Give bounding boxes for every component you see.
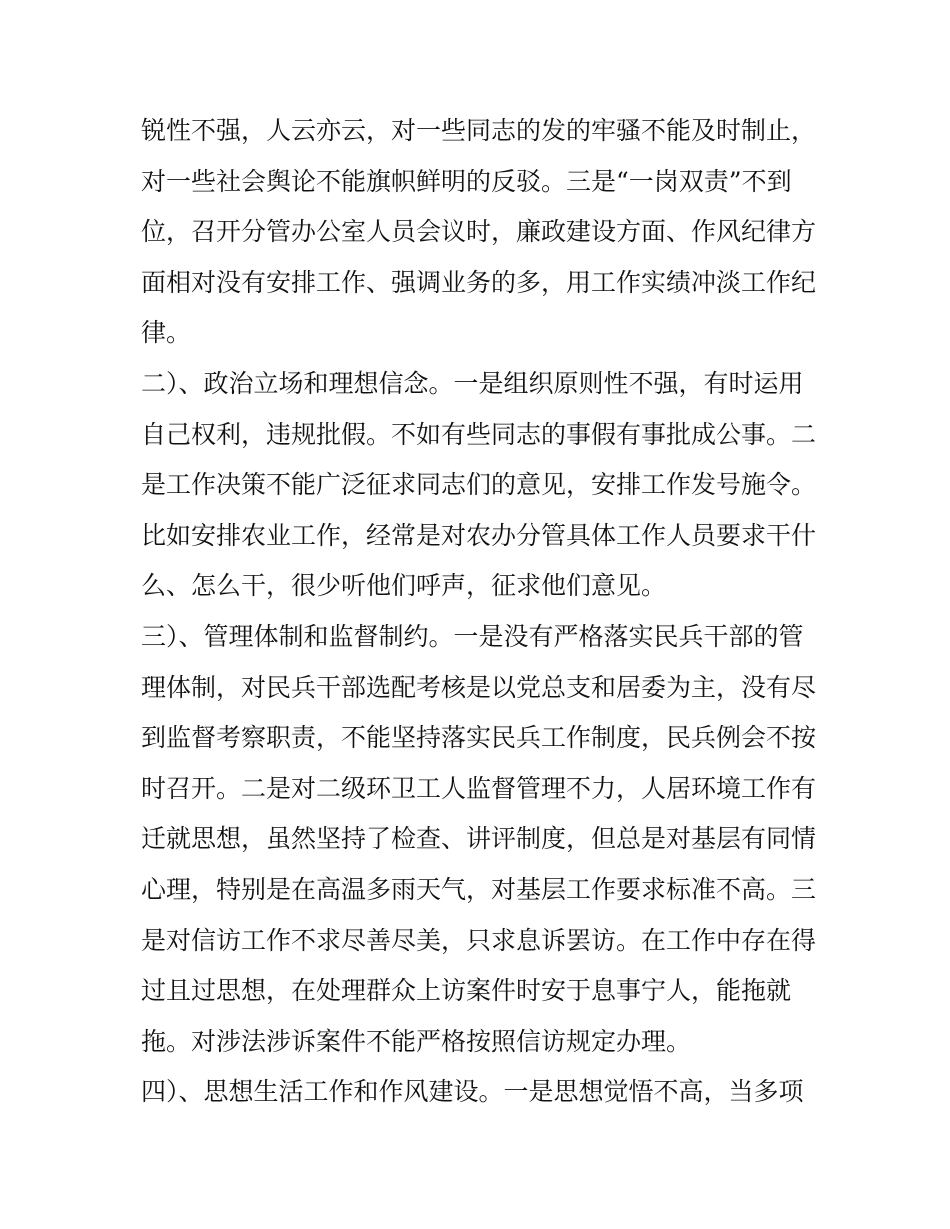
text-line: 锐性不强，人云亦云，对一些同志的发的牢骚不能及时制止，	[141, 116, 817, 145]
document-body	[141, 106, 817, 1118]
text-line: 心理，特别是在高温多雨天气，对基层工作要求标准不高。三	[141, 874, 817, 904]
section-heading-line: 四）、思想生活工作和作风建设。一是思想觉悟不高，当多项	[141, 1077, 804, 1107]
text-line: 理体制，对民兵干部选配考核是以党总支和居委为主，没有尽	[141, 672, 817, 702]
text-line: 到监督考察职责，不能坚持落实民兵工作制度，民兵例会不按	[141, 723, 817, 753]
text-line: 面相对没有安排工作、强调业务的多，用工作实绩冲淡工作纪	[141, 267, 817, 297]
text-line: 对一些社会舆论不能旗帜鲜明的反驳。三是“一岗双责”不到	[141, 166, 792, 196]
text-line: 律。	[141, 318, 192, 348]
text-line: 是工作决策不能广泛征求同志们的意见，安排工作发号施令。	[141, 470, 817, 500]
text-line: 时召开。二是对二级环卫工人监督管理不力，人居环境工作有	[141, 773, 817, 803]
text-line: 自己权利，违规批假。不如有些同志的事假有事批成公事。二	[141, 419, 817, 449]
text-line: 是对信访工作不求尽善尽美，只求息诉罢访。在工作中存在得	[141, 925, 817, 955]
section-heading-line: 二）、政治立场和理想信念。一是组织原则性不强，有时运用	[141, 368, 804, 398]
text-line: 么、怎么干，很少听他们呼声，征求他们意见。	[141, 571, 667, 601]
text-line: 比如安排农业工作，经常是对农办分管具体工作人员要求干什	[141, 520, 817, 550]
text-line: 过且过思想，在处理群众上访案件时安于息事宁人，能拖就	[141, 976, 792, 1006]
section-heading-line: 三）、管理体制和监督制约。一是没有严格落实民兵干部的管	[141, 621, 804, 651]
text-line: 拖。对涉法涉诉案件不能严格按照信访规定办理。	[141, 1026, 692, 1056]
text-line: 位，召开分管办公室人员会议时，廉政建设方面、作风纪律方	[141, 217, 817, 247]
text-line: 迁就思想，虽然坚持了检查、讲评制度，但总是对基层有同情	[141, 824, 817, 854]
